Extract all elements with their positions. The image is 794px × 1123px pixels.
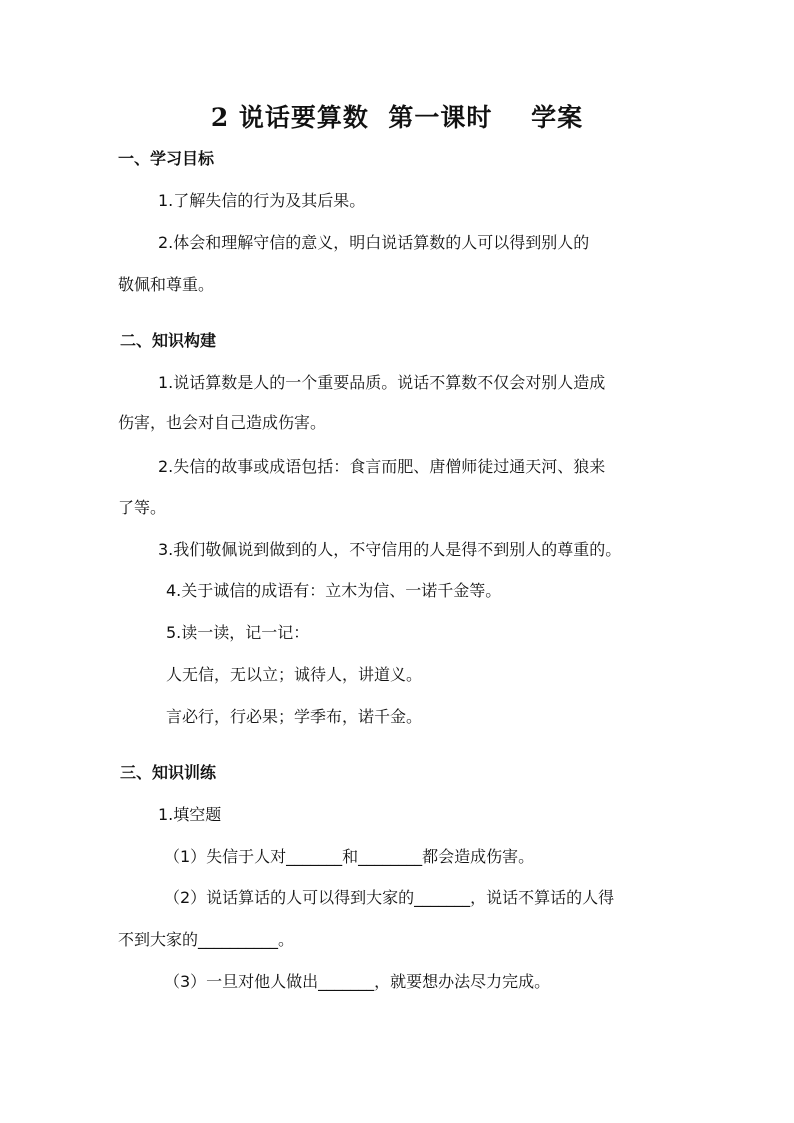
question-3: （3）一旦对他人做出_______，就要想办法尽力完成。 xyxy=(164,972,551,991)
knowledge-item-1-line-2: 伤害，也会对自己造成伤害。 xyxy=(118,413,327,432)
goal-item-1: 1.了解失信的行为及其后果。 xyxy=(158,191,366,210)
section-heading-goals: 一、学习目标 xyxy=(118,149,215,168)
knowledge-item-2-line-2: 了等。 xyxy=(118,498,167,517)
question-2-line-2: 不到大家的__________。 xyxy=(118,930,295,949)
section-heading-knowledge: 二、知识构建 xyxy=(120,331,217,350)
knowledge-item-1-line-1: 1.说话算数是人的一个重要品质。说话不算数不仅会对别人造成 xyxy=(158,373,606,392)
training-item-1: 1.填空题 xyxy=(158,805,222,824)
knowledge-item-4: 4.关于诚信的成语有：立木为信、一诺千金等。 xyxy=(166,581,502,600)
verse-line-2: 言必行，行必果；学季布，诺千金。 xyxy=(166,707,423,726)
goal-item-2-line-2: 敬佩和尊重。 xyxy=(118,275,215,294)
knowledge-item-5: 5.读一读，记一记： xyxy=(166,623,310,642)
goal-item-2-line-1: 2.体会和理解守信的意义，明白说话算数的人可以得到别人的 xyxy=(158,233,590,252)
verse-line-1: 人无信，无以立；诚待人，讲道义。 xyxy=(166,665,423,684)
page-title: 2 说话要算数 第一课时 学案 xyxy=(210,103,584,132)
question-2-line-1: （2）说话算话的人可以得到大家的_______，说话不算话的人得 xyxy=(164,888,615,907)
knowledge-item-3: 3.我们敬佩说到做到的人，不守信用的人是得不到别人的尊重的。 xyxy=(158,540,622,559)
question-1: （1）失信于人对_______和________都会造成伤害。 xyxy=(164,847,535,866)
section-heading-training: 三、知识训练 xyxy=(120,763,217,782)
knowledge-item-2-line-1: 2.失信的故事或成语包括：食言而肥、唐僧师徒过通天河、狼来 xyxy=(158,457,606,476)
